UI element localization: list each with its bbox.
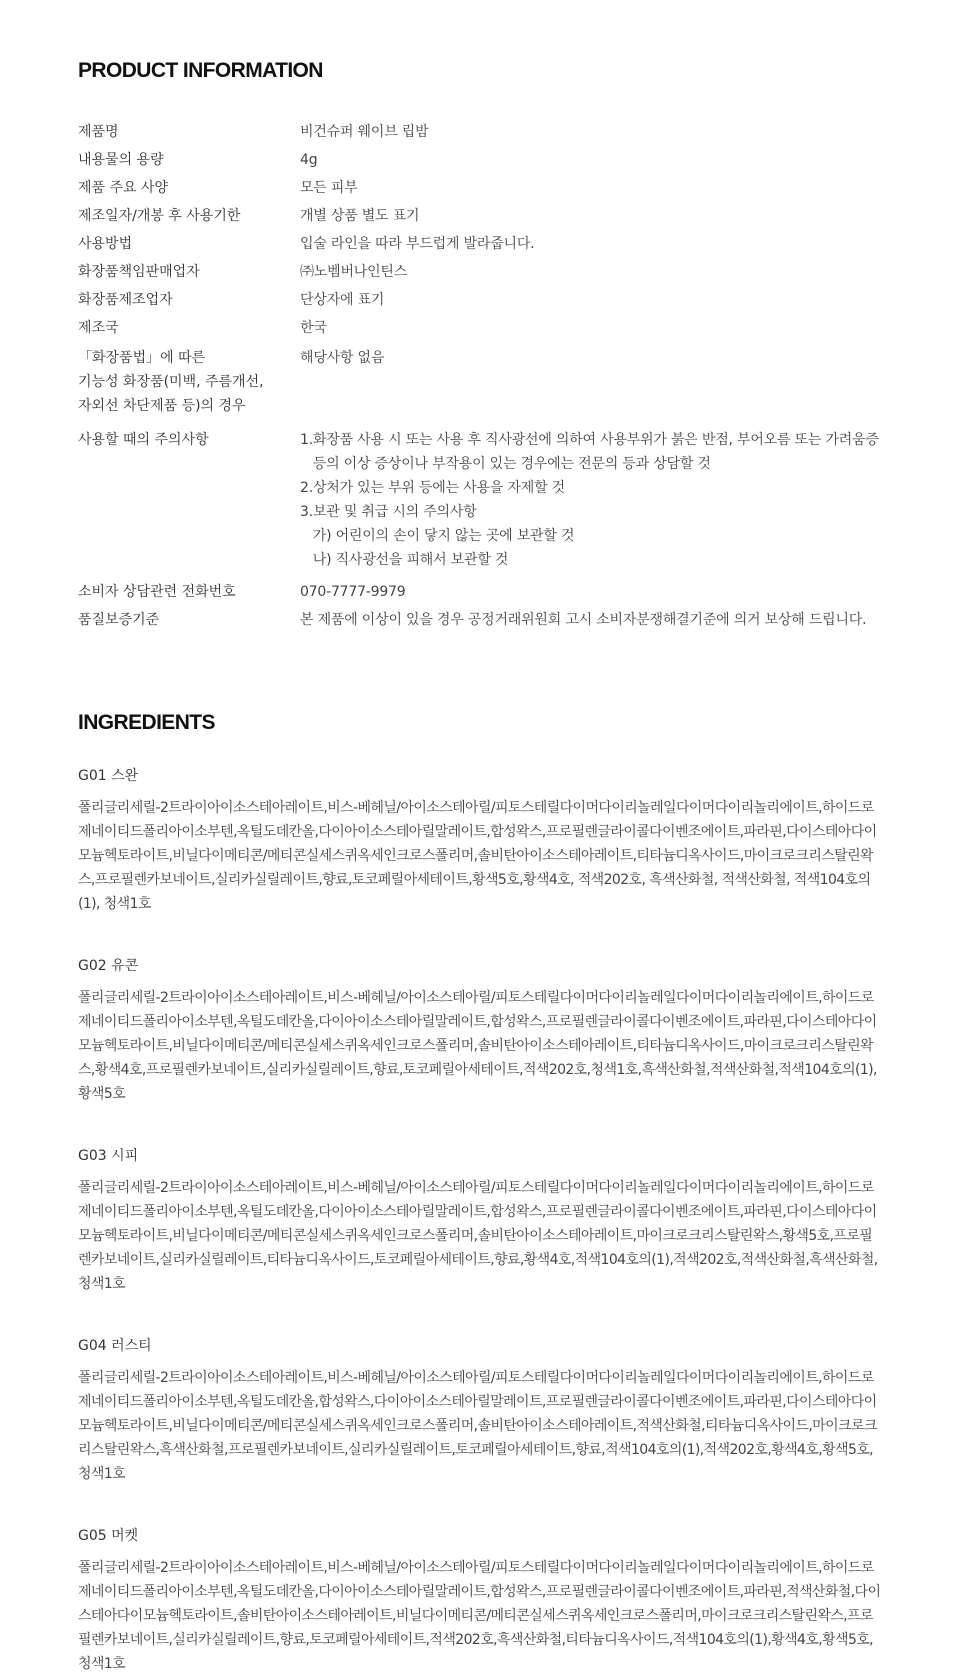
ingredient-shade-name: G02 유콘 [78, 958, 139, 974]
ingredient-item [78, 1144, 882, 1296]
info-row [78, 258, 882, 286]
ingredient-shade-name: G04 러스티 [78, 1338, 152, 1354]
info-value-line: 단상자에 표기 [300, 292, 385, 308]
info-label: 제조국 [78, 320, 119, 336]
info-label: 사용방법 [78, 236, 133, 252]
info-label: 제품 주요 사양 [78, 180, 169, 196]
info-value-line: 개별 상품 별도 표기 [300, 208, 420, 224]
info-row [78, 426, 882, 574]
info-value [300, 146, 882, 174]
info-row [78, 286, 882, 314]
info-value-line: 한국 [300, 320, 327, 336]
info-row [78, 174, 882, 202]
info-value [300, 606, 882, 634]
info-value-line: 모든 피부 [300, 180, 358, 196]
info-value [300, 202, 882, 230]
info-row [78, 146, 882, 174]
info-value-line: 3.보관 및 취급 시의 주의사항 [300, 504, 477, 520]
info-value [300, 258, 882, 286]
info-value [300, 118, 882, 146]
info-label: 품질보증기준 [78, 612, 160, 628]
info-label: 사용할 때의 주의사항 [78, 432, 209, 448]
ingredient-shade-name: G01 스완 [78, 768, 139, 784]
info-row [78, 202, 882, 230]
info-value-line: 입술 라인을 따라 부드럽게 발라줍니다. [300, 236, 535, 252]
ingredient-text: 폴리글리세릴-2트라이아이소스테아레이트,비스-베헤닐/아이소스테아릴/피토스테릴다이머다이리놀레일다이머다이리놀리에이트,하이드로제네이티드폴리아이소부텐,옥틸도데칸올,다이아이소스테아릴말레이트,합성왁스,프로필렌글라이콜다이벤조에이트,파라핀,적색산화철,다이스테아다이모늄헥토라이트,솔비탄아이소스테아레이트,비닐다이메티콘/메티콘실세스퀴옥세인크로스폴리머,마이크로크리스탈린왁스,프로필렌카보네이트,실리카실릴레이트,향료,토코페릴아세테이트,적색202호,흑색산화철,티타늄디옥사이드,적색104호의(1),황색4호,황색5호,청색1호 [78, 1560, 881, 1672]
info-value [300, 230, 882, 258]
info-label: 제품명 [78, 124, 119, 140]
info-value-line: 1.화장품 사용 시 또는 사용 후 직사광선에 의하여 사용부위가 붉은 반점, 부어오름 또는 가려움증 [300, 432, 879, 448]
ingredient-item [78, 954, 882, 1106]
ingredient-text: 폴리글리세릴-2트라이아이소스테아레이트,비스-베헤닐/아이소스테아릴/피토스테릴다이머다이리놀레일다이머다이리놀리에이트,하이드로제네이티드폴리아이소부텐,옥틸도데칸올,다이아이소스테아릴말레이트,합성왁스,프로필렌글라이콜다이벤조에이트,파라핀,다이스테아다이모늄헥토라이트,비닐다이메티콘/메티콘실세스퀴옥세인크로스폴리머,솔비탄아이소스테아레이트,마이크로크리스탈린왁스,황색5호,프로필렌카보네이트,실리카실릴레이트,티타늄디옥사이드,토코페릴아세테이트,향료,황색4호,적색104호의(1),적색202호,적색산화철,흑색산화철,청색1호 [78, 1180, 878, 1292]
info-row [78, 230, 882, 258]
info-value-line: 나) 직사광선을 피해서 보관할 것 [300, 552, 509, 568]
ingredients-list [78, 764, 882, 1676]
ingredient-shade-name: G03 시피 [78, 1148, 139, 1164]
ingredient-item [78, 764, 882, 916]
ingredient-text: 폴리글리세릴-2트라이아이소스테아레이트,비스-베헤닐/아이소스테아릴/피토스테릴다이머다이리놀레일다이머다이리놀리에이트,하이드로제네이티드폴리아이소부텐,옥틸도데칸올,합성왁스,다이아이소스테아릴말레이트,프로필렌글라이콜다이벤조에이트,파라핀,다이스테아다이모늄헥토라이트,비닐다이메티콘/메티콘실세스퀴옥세인크로스폴리머,솔비탄아이소스테아레이트,적색산화철,티타늄디옥사이드,마이크로크리스탈린왁스,흑색산화철,프로필렌카보네이트,실리카실릴레이트,토코페릴아세테이트,향료,적색104호의(1),적색202호,황색4호,황색5호,청색1호 [78, 1370, 877, 1482]
info-value-line: 4g [300, 152, 318, 168]
info-label: 화장품제조업자 [78, 292, 173, 308]
info-row [78, 314, 882, 342]
product-information-table [78, 118, 882, 634]
ingredient-shade-name: G05 머켓 [78, 1528, 139, 1544]
ingredient-text: 폴리글리세릴-2트라이아이소스테아레이트,비스-베헤닐/아이소스테아릴/피토스테릴다이머다이리놀레일다이머다이리놀리에이트,하이드로제네이티드폴리아이소부텐,옥틸도데칸올,다이아이소스테아릴말레이트,합성왁스,프로필렌글라이콜다이벤조에이트,파라핀,다이스테아다이모늄헥토라이트,비닐다이메티콘/메티콘실세스퀴옥세인크로스폴리머,솔비탄아이소스테아레이트,티타늄디옥사이드,마이크로크리스탈린왁스,황색4호,프로필렌카보네이트,실리카실릴레이트,향료,토코페릴아세테이트,적색202호,청색1호,흑색산화철,적색산화철,적색104호의(1),황색5호 [78, 990, 877, 1102]
info-label: 내용물의 용량 [78, 152, 164, 168]
info-value-line: 가) 어린이의 손이 닿지 않는 곳에 보관할 것 [300, 528, 575, 544]
product-information-title: PRODUCT INFORMATION [78, 59, 323, 82]
info-label: 화장품책임판매업자 [78, 264, 200, 280]
ingredients-section [78, 708, 882, 1676]
ingredient-item [78, 1334, 882, 1486]
info-value [300, 286, 882, 314]
info-value [300, 314, 882, 342]
info-row [78, 578, 882, 606]
info-label: 제조일자/개봉 후 사용기한 [78, 208, 241, 224]
info-row [78, 606, 882, 634]
ingredients-title: INGREDIENTS [78, 711, 215, 734]
info-value [300, 344, 882, 372]
info-row [78, 118, 882, 146]
info-value-line: 본 제품에 이상이 있을 경우 공정거래위원회 고시 소비자분쟁해결기준에 의거 보상해 드립니다. [300, 612, 867, 628]
info-value-line: 비건슈퍼 웨이브 립밤 [300, 124, 429, 140]
ingredient-text: 폴리글리세릴-2트라이아이소스테아레이트,비스-베헤닐/아이소스테아릴/피토스테릴다이머다이리놀레일다이머다이리놀리에이트,하이드로제네이티드폴리아이소부텐,옥틸도데칸올,다이아이소스테아릴말레이트,합성왁스,프로필렌글라이콜다이벤조에이트,파라핀,다이스테아다이모늄헥토라이트,비닐다이메티콘/메티콘실세스퀴옥세인크로스폴리머,솔비탄아이소스테아레이트,티타늄디옥사이드,마이크로크리스탈린왁스,프로필렌카보네이트,실리카실릴레이트,향료,토코페릴아세테이트,황색5호,황색4호, 적색202호, 흑색산화철, 적색산화철, 적색104호의(1), 청색1호 [78, 800, 877, 912]
info-value [300, 578, 882, 606]
info-value-line: 해당사항 없음 [300, 350, 385, 366]
info-value-line: 2.상처가 있는 부위 등에는 사용을 자제할 것 [300, 480, 565, 496]
info-value-line: 070-7777-9979 [300, 584, 406, 600]
info-value-line: ㈜노벰버나인틴스 [300, 264, 408, 280]
info-value [300, 174, 882, 202]
info-row [78, 344, 882, 420]
info-label: 「화장품법」에 따른 기능성 화장품(미백, 주름개선, 자외선 차단제품 등)의 경우 [78, 350, 264, 414]
ingredient-item [78, 1524, 882, 1676]
info-value [300, 426, 882, 574]
info-value-line: 등의 이상 증상이나 부작용이 있는 경우에는 전문의 등과 상담할 것 [300, 456, 711, 472]
info-label: 소비자 상담관련 전화번호 [78, 584, 236, 600]
